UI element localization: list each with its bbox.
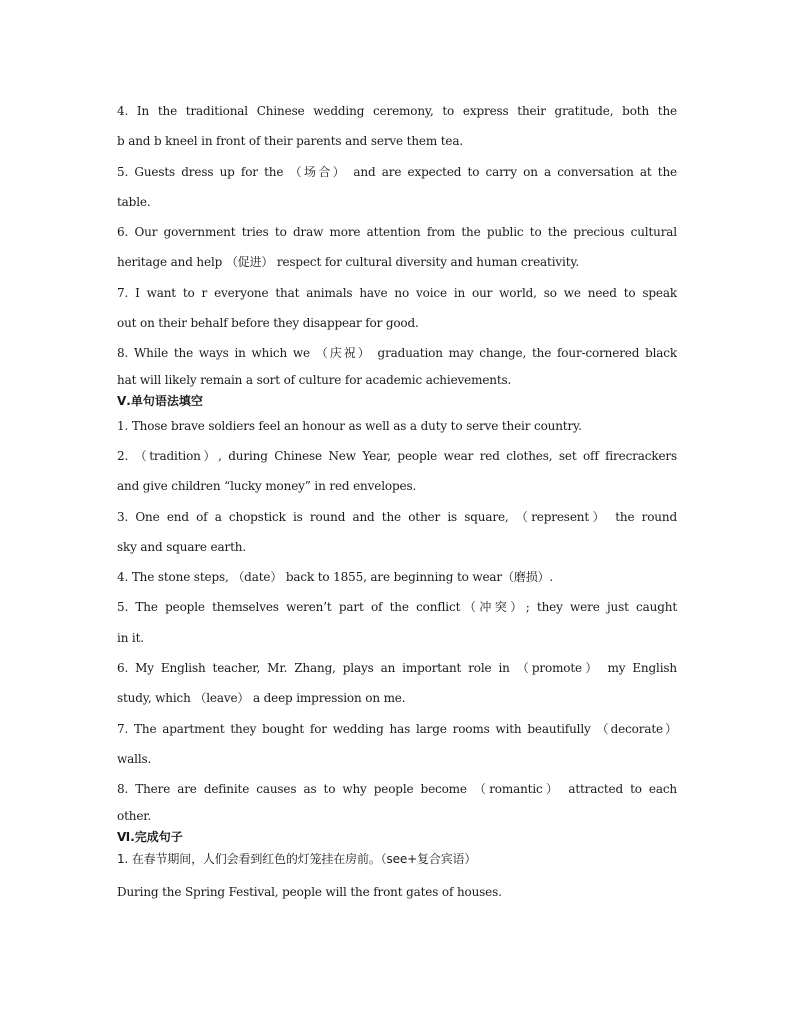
item-line: b and b kneel in front of their parents and serve them tea.: [117, 134, 464, 149]
section5-heading: Ⅴ.单句语法填空: [117, 393, 203, 408]
item-line: 8. While the ways in which we （庆祝） graduation may change, the four-cornered black: [117, 346, 677, 361]
item-line: study, which （leave） a deep impression on me.: [117, 691, 406, 706]
item-line: 6. My English teacher, Mr. Zhang, plays an important role in （promote） my English: [117, 661, 677, 676]
section5-item-2: [117, 441, 677, 502]
item-line: 5. Guests dress up for the （场合） and are expected to carry on a conversation at the: [117, 164, 677, 179]
section5-item-6: [117, 653, 677, 714]
item-line: 1. Those brave soldiers feel an honour as well as a duty to serve their country.: [117, 418, 582, 433]
item-line: 7. The apartment they bought for wedding has large rooms with beautifully （decorate）: [117, 721, 677, 736]
section6-item1-prompt: 1. 在春节期间，人们会看到红色的灯笼挂在房前。（see+复合宾语）: [117, 851, 477, 866]
worksheet-page: [117, 96, 677, 907]
item-line: walls.: [117, 751, 152, 766]
section5-item-1: [117, 411, 677, 441]
item-line: 7. I want to r everyone that animals have no voice in our world, so we need to speak: [117, 285, 677, 300]
section5-item-3: [117, 502, 677, 563]
section4-item-4: [117, 96, 677, 157]
section5-item-8: [117, 774, 677, 824]
item-line: in it.: [117, 630, 144, 645]
section5-item-7: [117, 714, 677, 775]
item-line: out on their behalf before they disappear for good.: [117, 316, 419, 331]
section4-item-7: [117, 278, 677, 339]
section5-item-4: [117, 562, 677, 592]
item-line: 8. There are definite causes as to why people become （romantic） attracted to each: [117, 782, 677, 797]
item-line: hat will likely remain a sort of culture for academic achievements.: [117, 372, 512, 387]
item-line: and give children “lucky money” in red envelopes.: [117, 479, 417, 494]
item-line: 2. （tradition）, during Chinese New Year, people wear red clothes, set off firecrackers: [117, 448, 677, 463]
section4-item-5: [117, 157, 677, 218]
item-line: 4. The stone steps, （date） back to 1855, are beginning to wear（磨损）.: [117, 570, 554, 585]
section6-heading: Ⅵ.完成句子: [117, 829, 183, 844]
item-line: 5. The people themselves weren’t part of the conflict（冲突）; they were just caught: [117, 600, 677, 615]
item-line: 6. Our government tries to draw more attention from the public to the precious cultural: [117, 225, 677, 240]
item-line: heritage and help （促进） respect for cultural diversity and human creativity.: [117, 255, 580, 270]
item-line: 4. In the traditional Chinese wedding ceremony, to express their gratitude, both the: [117, 104, 677, 118]
section4-item-8: [117, 338, 677, 388]
item-line: other.: [117, 808, 152, 823]
item-line: table.: [117, 194, 151, 209]
item-line: sky and square earth.: [117, 539, 246, 554]
section6-item1-answer: During the Spring Festival, people will the front gates of houses.: [117, 884, 502, 899]
item-line: 3. One end of a chopstick is round and the other is square, （represent） the round: [117, 509, 677, 524]
section4-item-6: [117, 217, 677, 278]
section5-item-5: [117, 592, 677, 653]
